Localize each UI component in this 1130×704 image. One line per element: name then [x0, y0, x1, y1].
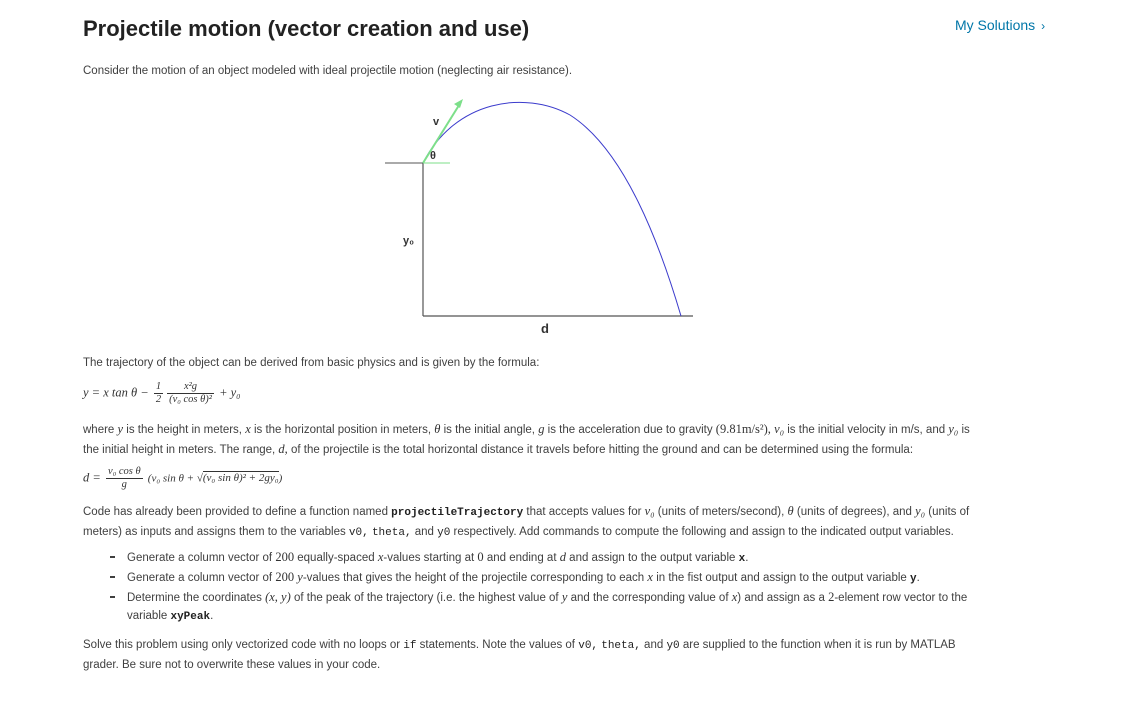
b2-text-c: in the fist output and assign to the output variable — [656, 572, 907, 584]
task-list — [110, 548, 1010, 626]
bullet-icon — [110, 596, 115, 598]
var-y0: y0 — [666, 640, 680, 652]
formula2-paren-open: (v₀ sin θ + √ — [147, 472, 203, 485]
math-g: g — [538, 422, 545, 436]
b3-text-d: ) and assign as a — [737, 592, 825, 604]
where-text-7: is — [961, 424, 970, 436]
b1-text-d: and ending at — [486, 552, 557, 564]
b3-text-c: and the corresponding value of — [570, 592, 729, 604]
b1-var: x — [738, 553, 746, 565]
list-item — [110, 588, 1010, 626]
formula2-den: g — [121, 479, 127, 490]
my-solutions-link[interactable] — [955, 17, 1045, 33]
frac-a-num: 1 — [155, 381, 162, 392]
b2-math-y: y — [297, 570, 303, 584]
formula2-num: v₀ cos θ — [107, 466, 141, 477]
trajectory-formula — [83, 381, 241, 406]
velocity-vector — [423, 102, 461, 163]
where-text-6: is the initial velocity in m/s, and — [787, 424, 946, 436]
code-text-5: (units of — [928, 506, 970, 518]
b2-text-b: -values that gives the height of the projectile corresponding to each — [302, 572, 645, 584]
var-v0: v0, — [578, 640, 599, 652]
var-theta: theta, — [371, 527, 412, 539]
b3-text-b: of the peak of the trajectory (i.e. the highest value of — [293, 592, 559, 604]
final-text-3: and — [644, 639, 664, 651]
where-text-4: is the initial angle, — [443, 424, 535, 436]
where-text-8: the initial height in meters. The range, — [83, 444, 276, 456]
list-item — [110, 548, 1010, 568]
bullet-icon — [110, 576, 115, 578]
formula2-paren-close: ) — [278, 472, 283, 485]
formula2-radicand: (v₀ sin θ)² + 2gy₀ — [202, 472, 279, 485]
trajectory-curve — [423, 102, 681, 316]
b1-math-x: x — [377, 550, 384, 564]
label-theta: θ — [430, 150, 436, 162]
b1-count: 200 — [275, 550, 295, 564]
b3-text-g: . — [210, 610, 214, 622]
math-v0: v₀ — [774, 422, 785, 436]
b1-math-d: d — [559, 550, 566, 564]
label-v: v — [433, 116, 440, 128]
keyword-if: if — [403, 640, 417, 652]
b3-math-y: y — [561, 590, 568, 604]
intro-text: Consider the motion of an object modeled with ideal projectile motion (neglecting air resistance). — [83, 65, 573, 77]
formula1-lhs: y = x tan θ − — [83, 385, 149, 400]
where-text-9: of the projectile is the total horizontal distance it travels before hitting the ground and can be determined using the formula: — [291, 444, 914, 456]
where-paragraph — [83, 420, 1008, 460]
b3-text-e: -element row vector to the — [834, 592, 968, 604]
frac-b-den: (v₀ cos θ)² — [169, 394, 212, 405]
formula1-frac-a — [154, 381, 163, 406]
final-text-2: statements. Note the values of — [419, 639, 576, 651]
math-v0: v₀ — [644, 504, 655, 518]
b3-math-x: x — [731, 590, 738, 604]
b3-text-a: Determine the coordinates — [127, 592, 262, 604]
velocity-arrowhead-icon — [454, 99, 463, 108]
frac-b-num: x²g — [167, 381, 214, 394]
code-text-6: meters) as inputs and assigns them to the variables — [83, 526, 346, 538]
range-formula — [83, 466, 282, 491]
chevron-right-icon: › — [1041, 19, 1046, 33]
page-title: Projectile motion (vector creation and use) — [83, 16, 530, 41]
code-text-7: and — [414, 526, 434, 538]
b1-zero: 0 — [477, 550, 484, 564]
list-item — [110, 568, 1010, 588]
code-text-2: that accepts values for — [526, 506, 642, 518]
b1-text-c: -values starting at — [383, 552, 475, 564]
code-text-1: Code has already been provided to define a function named — [83, 506, 388, 518]
math-d: d, — [278, 442, 288, 456]
b2-text-a: Generate a column vector of — [127, 572, 273, 584]
label-y0: y₀ — [403, 235, 415, 247]
math-y0: y₀ — [948, 422, 959, 436]
formula2-lhs: d = — [83, 470, 101, 485]
math-theta: θ — [787, 504, 794, 518]
formula1-tail: + y₀ — [219, 385, 241, 400]
math-y0: y₀ — [915, 504, 926, 518]
final-text-5: grader. Be sure not to overwrite these values in your code. — [83, 659, 381, 671]
b2-text-f: . — [916, 572, 920, 584]
bullet-icon — [110, 556, 115, 558]
projectile-figure — [375, 95, 705, 336]
where-text-5: is the acceleration due to gravity — [547, 424, 713, 436]
where-text-3: is the horizontal position in meters, — [253, 424, 432, 436]
math-x: x — [245, 422, 251, 436]
b2-math-x: x — [647, 570, 653, 584]
where-text-1: where — [83, 424, 115, 436]
formula2-frac — [106, 466, 143, 491]
b1-text-e: and assign to the output variable — [569, 552, 736, 564]
b3-text-f: variable — [127, 610, 168, 622]
b1-text-a: Generate a column vector of — [127, 552, 273, 564]
function-name: projectileTrajectory — [391, 507, 524, 519]
var-theta: theta, — [601, 640, 641, 652]
code-text-8: respectively. Add commands to compute the following and assign to the indicated output variables. — [453, 526, 954, 538]
code-text-4: (units of degrees), and — [796, 506, 912, 518]
b1-text-b: equally-spaced — [297, 552, 375, 564]
math-theta: θ — [434, 422, 441, 436]
var-y0: y0 — [437, 527, 451, 539]
math-gravity-value: (9.81m/s²), — [715, 422, 771, 436]
final-text-1: Solve this problem using only vectorized code with no loops or — [83, 639, 401, 651]
formula-intro: The trajectory of the object can be derived from basic physics and is given by the formula: — [83, 357, 540, 369]
my-solutions-label: My Solutions — [955, 17, 1036, 33]
b3-two: 2 — [828, 590, 835, 604]
b3-var: xyPeak — [170, 611, 211, 623]
b2-var: y — [910, 573, 917, 585]
b3-math-xy: (x, y) — [265, 590, 291, 604]
code-paragraph — [83, 502, 1008, 543]
where-text-2: is the height in meters, — [126, 424, 242, 436]
math-y: y — [117, 422, 124, 436]
b1-text-f: . — [745, 552, 749, 564]
var-v0: v0, — [348, 527, 369, 539]
b2-count: 200 — [275, 570, 295, 584]
formula1-frac-b — [167, 381, 214, 406]
frac-a-den: 2 — [155, 394, 162, 405]
final-paragraph — [83, 636, 1008, 675]
code-text-3: (units of meters/second), — [657, 506, 785, 518]
label-d: d — [541, 321, 549, 336]
final-text-4: are supplied to the function when it is run by MATLAB — [682, 639, 956, 651]
